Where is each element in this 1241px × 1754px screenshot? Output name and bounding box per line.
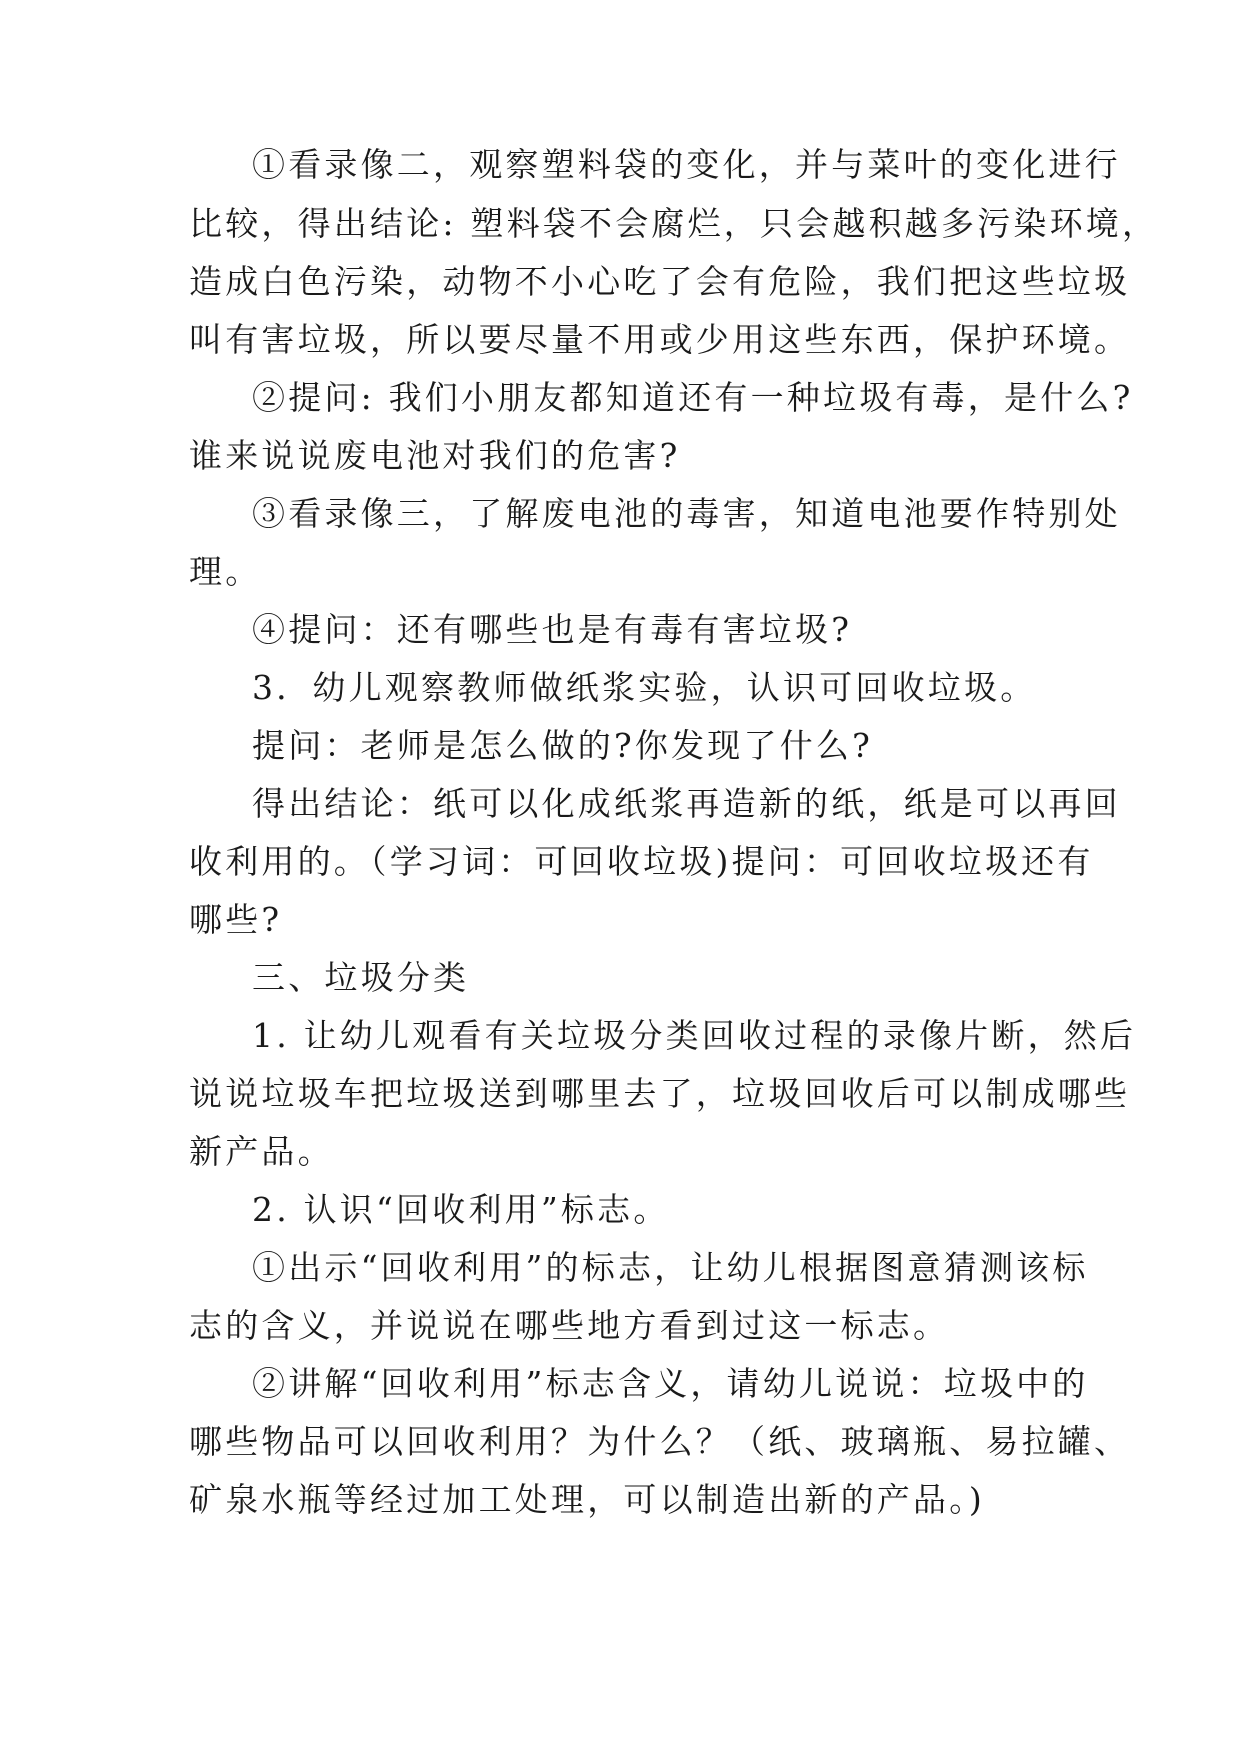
text-line: ①出示“回收利用”的标志，让幼儿根据图意猜测该标 [252,1248,1089,1287]
section-heading: 三、垃圾分类 [252,958,470,997]
text-line: ②讲解“回收利用”标志含义，请幼儿说说：垃圾中的 [252,1364,1089,1403]
text-line: 3．幼儿观察教师做纸浆实验，认识可回收垃圾。 [252,668,1037,707]
text-line: 矿泉水瓶等经过加工处理，可以制造出新的产品。) [189,1480,985,1519]
text-line: 1. 让幼儿观看有关垃圾分类回收过程的录像片断，然后 [252,1016,1137,1055]
text-line: 谁来说说废电池对我们的危害? [189,436,681,475]
text-line: ④提问：还有哪些也是有毒有害垃圾? [252,610,853,649]
text-line: ①看录像二，观察塑料袋的变化，并与菜叶的变化进行 [252,145,1121,184]
text-line: 提问：老师是怎么做的?你发现了什么? [252,726,873,765]
text-line: 哪些? [189,900,283,939]
text-line: 叫有害垃圾，所以要尽量不用或少用这些东西，保护环境。 [189,320,1131,359]
text-line: 收利用的。（学习词：可回收垃圾)提问：可回收垃圾还有 [189,842,1094,881]
text-line: 2. 认识“回收利用”标志。 [252,1190,670,1229]
text-line: 哪些物品可以回收利用？为什么？（纸、玻璃瓶、易拉罐、 [189,1422,1131,1461]
text-line: ②提问: 我们小朋友都知道还有一种垃圾有毒，是什么? [252,378,1134,417]
text-line: ③看录像三，了解废电池的毒害，知道电池要作特别处 [252,494,1121,533]
text-line: 造成白色污染，动物不小心吃了会有危险，我们把这些垃圾 [189,262,1131,301]
text-line: 新产品。 [189,1132,334,1171]
text-line: 志的含义，并说说在哪些地方看到过这一标志。 [189,1306,950,1345]
text-line: 理。 [189,552,262,591]
text-line: 说说垃圾车把垃圾送到哪里去了，垃圾回收后可以制成哪些 [189,1074,1131,1113]
text-line: 得出结论：纸可以化成纸浆再造新的纸，纸是可以再回 [252,784,1121,823]
text-line: 比较，得出结论: 塑料袋不会腐烂，只会越积越多污染环境， [189,204,1159,243]
